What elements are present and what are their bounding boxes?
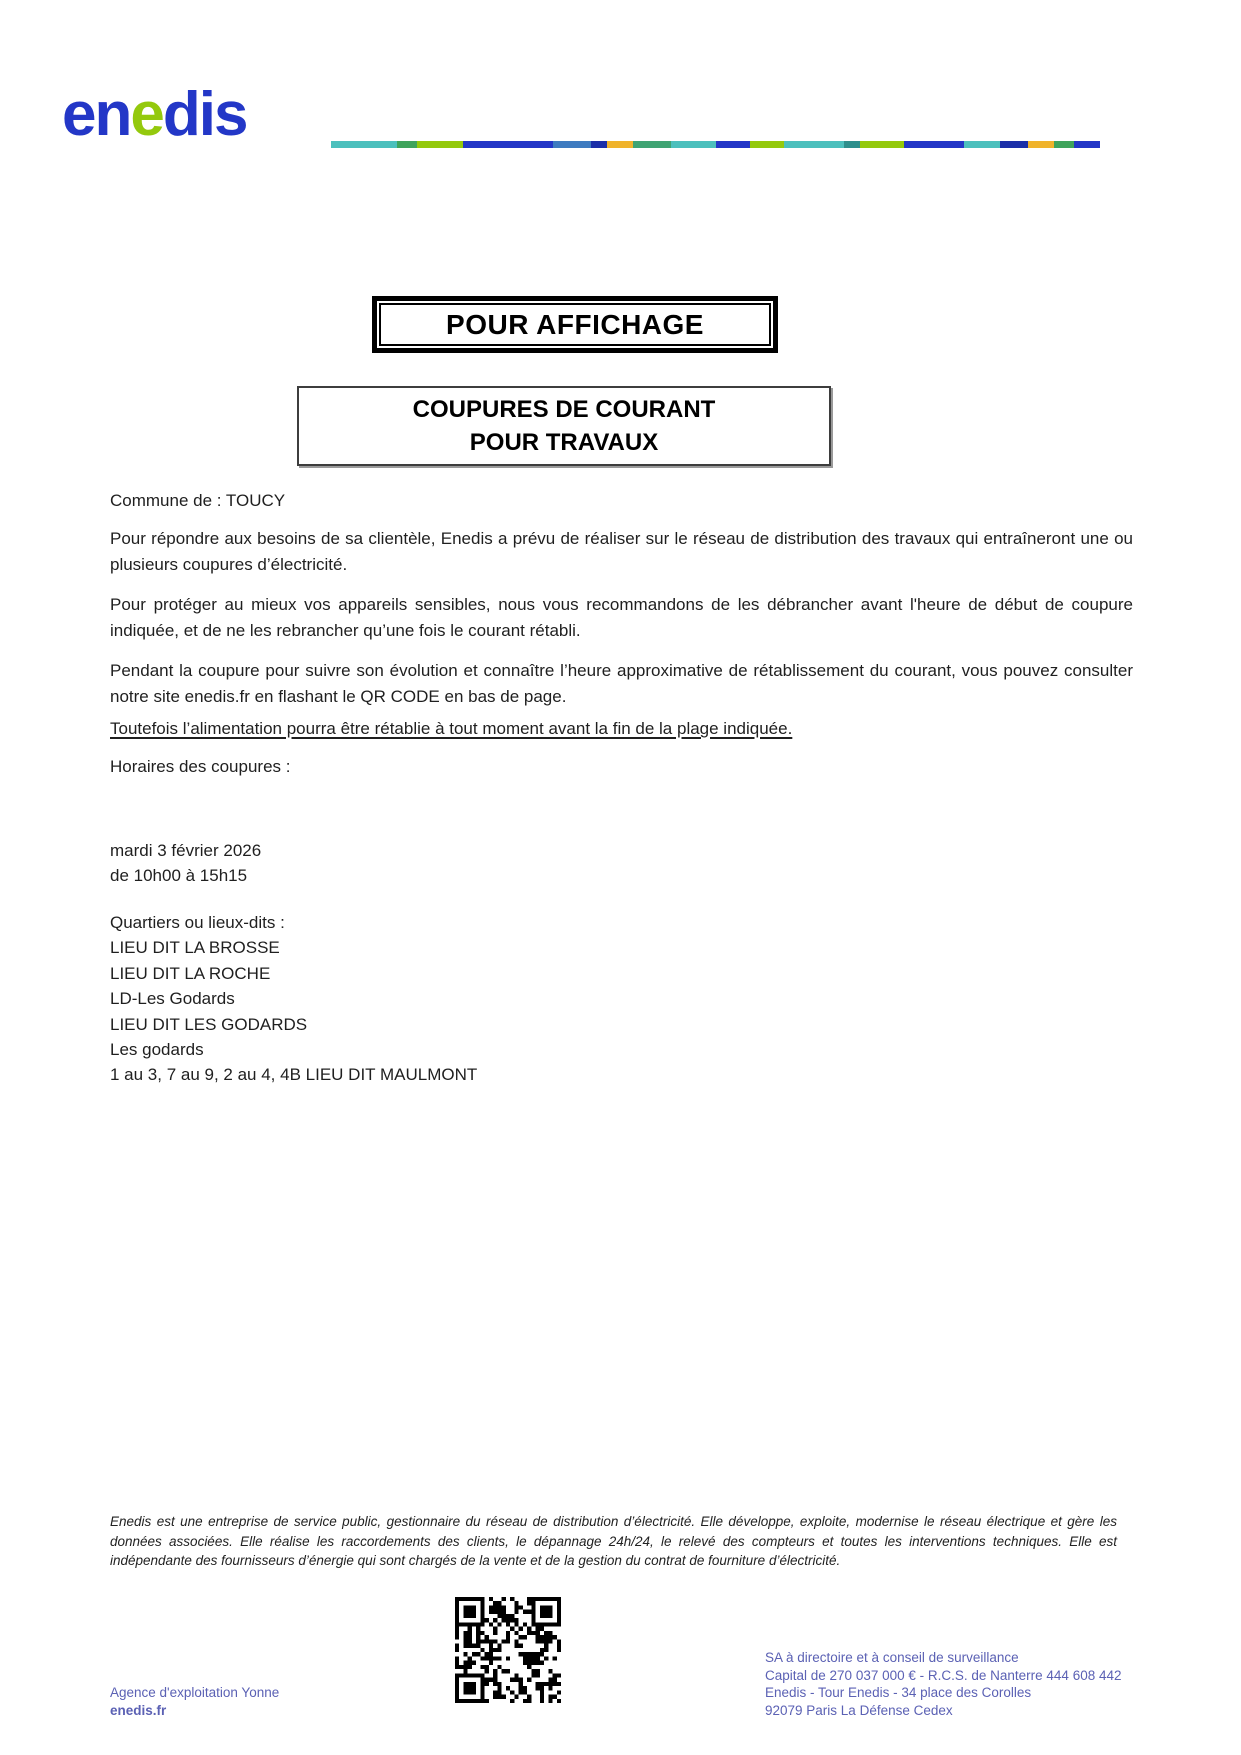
accent-line-segment [1028,141,1054,148]
logo-part-blue-2: dis [162,80,247,149]
footer-right-block [765,1649,1122,1719]
notice-box [297,386,831,466]
paragraph-qr-info: Pendant la coupure pour suivre son évolution et connaître l’heure approximative de rétablissement du courant, vous pouvez consulter notre site enedis.fr en flashant le QR CODE en bas de page. [110,661,1133,706]
affichage-banner-title: POUR AFFICHAGE [379,303,771,346]
notice-line-2: POUR TRAVAUX [469,429,659,456]
paragraph-intro: Pour répondre aux besoins de sa clientèle, Enedis a prévu de réaliser sur le réseau de distribution des travaux qui entraîneront une ou plusieurs coupures d’électricité. [110,529,1133,574]
accent-line-segment [463,141,553,148]
accent-line-segment [1000,141,1028,148]
company-legal-line: 92079 Paris La Défense Cedex [765,1702,953,1718]
accent-line-segment [964,141,1000,148]
paragraph-advice: Pour protéger au mieux vos appareils sensibles, nous vous recommandons de les débrancher avant l'heure de début de coupure indiquée, et de ne les rebrancher qu’une fois le courant rétabli. [110,595,1133,640]
accent-line-segment [1054,141,1074,148]
qr-code-image [455,1597,561,1703]
company-legal-line: Enedis - Tour Enedis - 34 place des Corolles [765,1685,1032,1700]
quartiers-list [110,910,477,1088]
accent-line-segment [844,141,860,148]
enedis-site-link: enedis.fr [110,1702,167,1718]
accent-line-segment [671,141,716,148]
accent-line-segment [784,141,844,148]
quartier-item: LIEU DIT LES GODARDS [110,1014,308,1034]
company-legal-line: SA à directoire et à conseil de surveillance [765,1650,1019,1665]
commune-line: Commune de : TOUCY [110,491,286,510]
accent-line-segment [331,141,397,148]
company-legal-line: Capital de 270 037 000 € - R.C.S. de Nanterre 444 608 442 [765,1667,1122,1683]
affichage-banner-box [372,296,778,353]
quartier-item: 1 au 3, 7 au 9, 2 au 4, 4B LIEU DIT MAULMONT [110,1065,478,1085]
logo-accent-line [331,141,1100,148]
outage-time: de 10h00 à 15h15 [110,866,248,886]
legal-text: Enedis est une entreprise de service public, gestionnaire du réseau de distribution d’électricité. Elle développe, exploite, modernise le réseau électrique et gère les données associées. Elle réalise les raccordements des clients, le dépannage 24h/24, le relevé des compteurs et toutes les interventions techniques. Elle est indépendante des fournisseurs d’énergie qui sont chargés de la vente et de la gestion du contrat de fourniture d’électricité. [110,1514,1117,1568]
paragraph-restore-notice: Toutefois l’alimentation pourra être rétablie à tout moment avant la fin de la plage indiquée. [110,719,793,738]
quartier-item: LIEU DIT LA BROSSE [110,938,280,958]
accent-line-segment [750,141,784,148]
quartiers-label: Quartiers ou lieux-dits : [110,913,285,932]
enedis-logo [62,80,247,149]
quartier-item: LD-Les Godards [110,989,235,1009]
agency-name: Agence d'exploitation Yonne [110,1685,280,1700]
quartier-item: Les godards [110,1040,204,1060]
horaires-label: Horaires des coupures : [110,757,291,776]
outage-schedule [110,838,261,889]
notice-line-1: COUPURES DE COURANT [412,396,716,423]
accent-line-segment [1074,141,1100,148]
quartier-item: LIEU DIT LA ROCHE [110,963,271,983]
logo-part-green-e: e [130,80,163,149]
accent-line-segment [633,141,671,148]
accent-line-segment [860,141,904,148]
logo-part-blue-1: en [62,80,131,149]
outage-date: mardi 3 février 2026 [110,841,262,860]
accent-line-segment [904,141,964,148]
accent-line-segment [591,141,607,148]
footer-left-block [110,1684,279,1719]
accent-line-segment [607,141,633,148]
accent-line-segment [716,141,750,148]
accent-line-segment [417,141,463,148]
accent-line-segment [397,141,417,148]
accent-line-segment [553,141,591,148]
